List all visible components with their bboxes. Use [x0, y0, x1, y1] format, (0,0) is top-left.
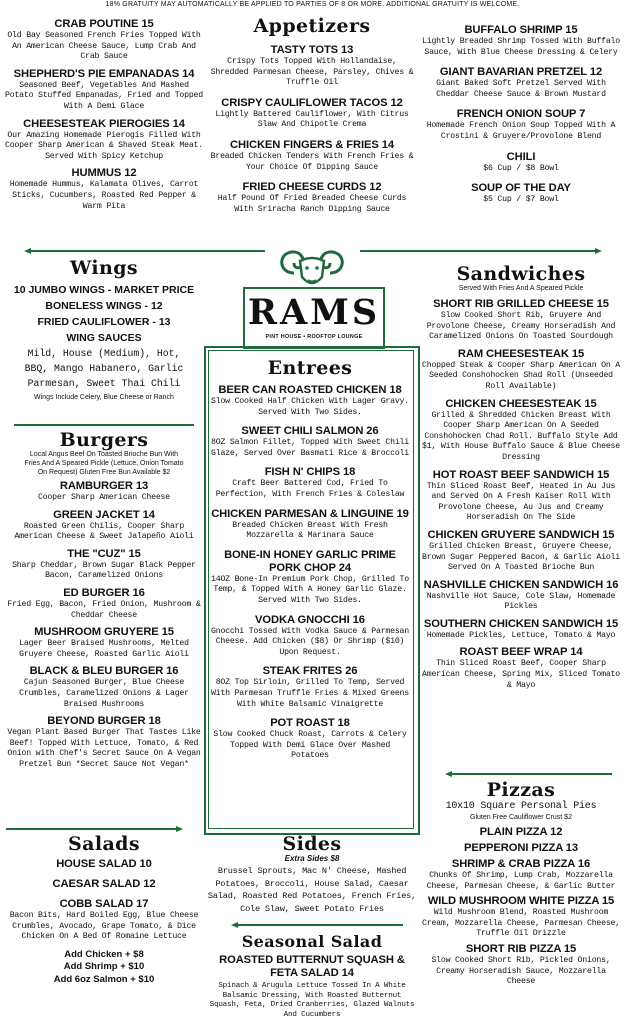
item-desc: Slow Cooked Half Chicken With Lager Gravy. Served With Two Sides. [211, 397, 409, 417]
item-name: FISH N' CHIPS 18 [264, 466, 356, 479]
appetizers-section [206, 16, 418, 220]
item-name: SHORT RIB GRILLED CHEESE 15 [433, 298, 609, 310]
menu-item [206, 139, 418, 173]
menu-item [420, 66, 622, 100]
right-starters [420, 24, 622, 211]
logo-name: RAMS [247, 292, 381, 333]
item-desc: Slow Cooked Short Rib, Gruyere And Provolone Cheese, Creamy Horseradish And Caramelized Onions On Toasted Sourdough [426, 311, 616, 342]
menu-item [4, 509, 204, 543]
entrees-section [210, 358, 410, 767]
menu-item [420, 529, 622, 574]
salads-section [4, 834, 204, 986]
menu-item [206, 181, 418, 215]
menu-item [420, 646, 622, 691]
item-desc: Thin Sliced Roast Beef, Cooper Sharp American Cheese, Spring Mix, Sliced Tomato & Mayo [422, 659, 620, 690]
seasonal-heading: Seasonal Salad [241, 932, 383, 951]
item-desc: Slow Cooked Chuck Roast, Carrots & Celery Topped With Demi Glace Over Mashed Potatoes [213, 730, 407, 761]
divider-left-arrow [24, 248, 31, 254]
item-desc: 14OZ Bone-In Premium Pork Chop, Grilled To Temp, & Topped With A Honey Garlic Glaze. Served With Two Sides. [211, 574, 409, 605]
salads-heading: Salads [68, 833, 140, 855]
gratuity-notice: 18% GRATUITY MAY AUTOMATICALLY BE APPLIED TO PARTIES OF 8 OR MORE. ADDITIONAL GRATUITY IS WELCOME. [105, 1, 520, 8]
sides-sub: Extra Sides $8 [284, 854, 340, 863]
menu-item [210, 665, 410, 710]
menu-item [420, 182, 622, 206]
item-name: CHEESESTEAK PIEROGIES 14 [23, 117, 185, 130]
item-desc: Gnocchi Tossed With Vodka Sauce & Parmesan Cheese. Add Chicken ($8) Or Shrimp ($10) Upon Request. [211, 626, 409, 657]
item-desc: Wild Mushroom Blend, Roasted Mushroom Cream, Mozzarella Cheese, Parmesan Cheese, Truffle Oil Drizzle [422, 908, 620, 939]
menu-item [210, 425, 410, 459]
menu-item [420, 469, 622, 524]
item-name: ROAST BEEF WRAP 14 [459, 646, 583, 659]
wings-line: BONELESS WINGS - 12 [45, 300, 163, 312]
item-name: SHEPHERD'S PIE EMPANADAS 14 [13, 67, 195, 80]
menu-item [420, 298, 622, 343]
menu-item [4, 167, 204, 212]
burgers-section [4, 430, 204, 776]
item-name: BONE-IN HONEY GARLIC PRIME PORK CHOP 24 [224, 548, 396, 574]
menu-item [206, 44, 418, 89]
pizzas-sub: 10x10 Square Personal Pies [445, 801, 597, 812]
menu-item [420, 579, 622, 613]
item-name: CHILI [506, 150, 536, 163]
item-desc: Roasted Green Chilis, Cooper Sharp American Cheese & Sweet Jalapeño Aioli [14, 521, 194, 542]
item-desc: 8OZ Salmon Fillet, Topped With Sweet Chili Glaze, Served Over Basmati Rice & Broccoli [211, 438, 409, 458]
menu-item [210, 466, 410, 500]
seasonal-salad-section [206, 932, 418, 1020]
item-name: HOT ROAST BEEF SANDWICH 15 [432, 468, 610, 481]
salad-add-on: Add 6oz Salmon + $10 [53, 973, 155, 985]
menu-item [4, 858, 204, 871]
menu-item [210, 614, 410, 659]
item-name: CHICKEN CHEESESTEAK 15 [445, 397, 597, 410]
item-desc: Grilled Chicken Breast, Gruyere Cheese, Brown Sugar Peppered Bacon, & Garlic Aioli Served On A Toasted Brioche Bun [422, 541, 620, 573]
burgers-note: Local Angus Beef On Toasted Brioche Bun With Fries And A Speared Pickle (Lettuce, Onion Tomato On Request) Gluten Free Bun Available $2 [24, 451, 184, 476]
item-desc: $5 Cup / $7 Bowl [483, 195, 559, 205]
item-desc: Half Pound Of Fried Breaded Cheese Curds With Sriracha Ranch Dipping Sauce [217, 194, 407, 214]
wing-sauces: Mild, House (Medium), Hot, BBQ, Mango Habanero, Garlic Parmesan, Sweet Thai Chili [24, 348, 184, 389]
menu-item [4, 548, 204, 582]
item-name: STEAK FRITES 26 [262, 665, 358, 678]
sides-section [206, 834, 418, 915]
sandwiches-heading: Sandwiches [456, 263, 586, 285]
wings-heading: Wings [69, 257, 139, 279]
item-desc: 8OZ Top Sirloin, Grilled To Temp, Served With Parmesan Truffle Fries & Mixed Greens With White Balsamic Vinaigrette [211, 678, 409, 709]
menu-item [210, 549, 410, 607]
menu-item [4, 878, 204, 891]
item-desc: $6 Cup / $8 Bowl [483, 163, 559, 173]
item-desc: Homemade French Onion Soup Topped With A Crostini & Gruyere/Provolone Blend [426, 121, 616, 141]
menu-item [4, 118, 204, 163]
wings-section [4, 258, 204, 402]
item-name: WILD MUSHROOM WHITE PIZZA 15 [427, 895, 615, 908]
item-name: GREEN JACKET 14 [53, 508, 155, 521]
item-name: PLAIN PIZZA 12 [479, 826, 563, 838]
menu-item [420, 108, 622, 142]
sides-list: Brussel Sprouts, Mac N' Cheese, Mashed Potatoes, Broccoli, House Salad, Caesar Salad, Roasted Red Potatoes, French Fries, Cole Slaw, Sweet Potato Fries [207, 866, 417, 914]
item-desc: Chunks Of Shrimp, Lump Crab, Mozzarella Cheese, Parmesan Cheese, & Garlic Butter [426, 871, 616, 891]
menu-item [4, 480, 204, 504]
item-name: VODKA GNOCCHI 16 [255, 613, 365, 626]
divider-right [360, 250, 595, 252]
item-name: FRIED CHEESE CURDS 12 [242, 181, 382, 194]
item-name: ROASTED BUTTERNUT SQUASH & FETA SALAD 14 [219, 954, 405, 979]
menu-item [420, 842, 622, 855]
menu-item [210, 508, 410, 542]
rams-logo [243, 287, 385, 349]
wings-note: Wings Include Celery, Blue Cheese or Ranch [34, 394, 174, 401]
item-desc: Grilled & Shredded Chicken Breast With Cooper Sharp American On A Seeded Conshohocken Chad Roll. Buffalo Style Add $1, With House Buffalo Sauce & Blue Cheese Dressing [422, 410, 620, 462]
burgers-divider-arrow [176, 826, 183, 832]
logo-tagline: PINT HOUSE • ROOFTOP LOUNGE [265, 334, 363, 340]
appetizers-heading: Appetizers [253, 15, 371, 37]
item-name: BEYOND BURGER 18 [47, 715, 161, 728]
item-desc: Lightly Breaded Shrimp Tossed With Buffalo Sauce, With Blue Cheese Dressing & Celery [422, 37, 620, 57]
item-name: TASTY TOTS 13 [270, 44, 354, 56]
item-name: FRENCH ONION SOUP 7 [456, 108, 586, 121]
item-name: NASHVILLE CHICKEN SANDWICH 16 [423, 578, 619, 591]
item-desc: Bacon Bits, Hard Boiled Egg, Blue Cheese Crumbles, Avocado, Grape Tomato, & Dice Chicken On A Bed Of Romaine Lettuce [9, 911, 199, 942]
item-name: COBB SALAD 17 [59, 898, 149, 910]
item-desc: Lager Beer Braised Mushrooms, Melted Gruyere Cheese, Roasted Garlic Aioli [19, 639, 189, 659]
item-desc: Spinach & Arugula Lettuce Tossed In A White Balsamic Dressing, With Roasted Butternut Squash, Feta, Dried Cranberries, Glazed Walnuts And Cucumbers [209, 982, 415, 1019]
menu-item [4, 898, 204, 943]
sides-divider [238, 924, 403, 926]
left-starters [4, 18, 204, 217]
menu-item [420, 348, 622, 393]
menu-item [210, 717, 410, 762]
item-name: BUFFALO SHRIMP 15 [464, 24, 578, 36]
menu-item [420, 943, 622, 988]
item-name: THE "CUZ" 15 [67, 547, 141, 560]
menu-item [4, 626, 204, 660]
item-desc: Breaded Chicken Tenders With French Fries & Your Choice Of Dipping Sauce [210, 151, 414, 172]
pizzas-section [420, 780, 622, 993]
menu-item [4, 587, 204, 621]
entrees-heading: Entrees [267, 357, 353, 379]
item-name: BLACK & BLEU BURGER 16 [29, 665, 179, 678]
salad-add-on: Add Chicken + $8 [64, 948, 144, 960]
item-desc: Our Amazing Homemade Pierogis Filled With Cooper Sharp American & Shaved Steak Meat. Served With Spicy Ketchup [5, 130, 203, 161]
menu-item [206, 97, 418, 131]
menu-item [4, 665, 204, 710]
item-desc: Cajun Seasoned Burger, Blue Cheese Crumbles, Caramelized Onions & Lager Braised Mushrooms [19, 678, 189, 709]
pizzas-heading: Pizzas [486, 779, 556, 801]
pizzas-note: Gluten Free Cauliflower Crust $2 [470, 814, 572, 821]
item-name: MUSHROOM GRUYERE 15 [34, 626, 174, 639]
item-name: HOUSE SALAD 10 [56, 858, 152, 870]
item-name: BEER CAN ROASTED CHICKEN 18 [218, 384, 402, 396]
item-desc: Giant Baked Soft Pretzel Served With Cheddar Cheese Sauce & Brown Mustard [436, 79, 606, 99]
divider-right-arrow [595, 248, 602, 254]
menu-item [420, 151, 622, 175]
item-desc: Homemade Pickles, Lettuce, Tomato & Mayo [426, 630, 616, 640]
item-desc: Cooper Sharp American Cheese [38, 493, 170, 502]
menu-item [4, 68, 204, 113]
item-name: RAM CHEESESTEAK 15 [457, 347, 585, 360]
item-name: CHICKEN GRUYERE SANDWICH 15 [427, 528, 615, 541]
item-desc: Slow Cooked Short Rib, Pickled Onions, Creamy Horseradish Sauce, Mozzarella Cheese [431, 955, 611, 987]
menu-item [420, 24, 622, 58]
wings-line: 10 JUMBO WINGS - MARKET PRICE [13, 284, 195, 296]
item-name: ED BURGER 16 [63, 586, 145, 599]
menu-item [420, 618, 622, 642]
item-desc: Breaded Chicken Breast With Fresh Mozzarella & Marinara Sauce [232, 520, 388, 541]
item-desc: Craft Beer Battered Cod, Fried To Perfection, With French Fries & Coleslaw [215, 479, 405, 499]
menu-item [4, 715, 204, 770]
item-desc: Crispy Tots Topped With Hollandaise, Shredded Parmesan Cheese, Parsley, Chives & Truffle Oil [210, 57, 414, 88]
menu-item [420, 826, 622, 839]
sides-heading: Sides [282, 833, 342, 855]
burgers-divider [6, 828, 176, 830]
sandwiches-section [420, 264, 622, 696]
item-desc: Lightly Battered Cauliflower, With Citrus Slaw And Chipotle Crema [215, 109, 409, 130]
item-name: POT ROAST 18 [270, 717, 350, 730]
item-name: CRAB POUTINE 15 [54, 18, 154, 30]
burgers-heading: Burgers [59, 429, 149, 451]
sandwiches-divider-arrow [445, 771, 452, 777]
item-desc: Old Bay Seasoned French Fries Topped With An American Cheese Sauce, Lump Crab And Crab Sauce [7, 31, 201, 62]
item-desc: Nashville Hot Sauce, Cole Slaw, Homemade Pickles [426, 591, 616, 612]
item-desc: Seasoned Beef, Vegetables And Mashed Potato Stuffed Empanadas, Fried and Topped With A Demi Glace [5, 80, 203, 111]
item-name: SHRIMP & CRAB PIZZA 16 [451, 858, 591, 870]
ram-head-icon [272, 243, 352, 291]
menu-item [210, 384, 410, 418]
item-name: RAMBURGER 13 [59, 480, 149, 492]
salad-add-on: Add Shrimp + $10 [63, 961, 145, 973]
item-desc: Homemade Hummus, Kalamata Olives, Carrot Sticks, Cucumbers, Roasted Red Pepper & Warm Pita [9, 180, 199, 211]
item-desc: Chopped Steak & Cooper Sharp American On A Seeded Conshohocken Shad Roll (Unseeded Roll Available) [422, 360, 620, 391]
item-name: SOUP OF THE DAY [471, 182, 571, 195]
item-desc: Thin Sliced Roast Beef, Heated in Au Jus and Served On A Fresh Kaiser Roll With Provolone Cheese, Au Jus and Creamy Horseradish On The Side [426, 481, 616, 523]
item-name: PEPPERONI PIZZA 13 [463, 842, 579, 854]
divider-left [30, 250, 265, 252]
wings-line: WING SAUCES [66, 332, 142, 344]
wings-divider [14, 424, 194, 426]
item-desc: Sharp Cheddar, Brown Sugar Black Pepper Bacon, Caramelized Onions [12, 560, 196, 581]
item-desc: Fried Egg, Bacon, Fried Onion, Mushroom & Cheddar Cheese [7, 599, 201, 620]
item-name: GIANT BAVARIAN PRETZEL 12 [439, 66, 603, 79]
menu-item [4, 18, 204, 63]
item-name: CRISPY CAULIFLOWER TACOS 12 [221, 96, 403, 109]
sandwiches-divider [452, 773, 612, 775]
wings-line: FRIED CAULIFLOWER - 13 [37, 316, 171, 328]
menu-item [420, 858, 622, 892]
item-name: SWEET CHILI SALMON 26 [241, 425, 379, 438]
item-name: HUMMUS 12 [71, 167, 137, 180]
item-name: SOUTHERN CHICKEN SANDWICH 15 [423, 617, 619, 630]
item-name: SHORT RIB PIZZA 15 [465, 942, 577, 955]
item-name: CHICKEN FINGERS & FRIES 14 [230, 138, 394, 151]
item-name: CAESAR SALAD 12 [52, 878, 156, 890]
menu-item [420, 398, 622, 464]
sandwiches-note: Served With Fries And A Speared Pickle [458, 285, 584, 292]
item-name: CHICKEN PARMESAN & LINGUINE 19 [211, 507, 409, 520]
menu-item [420, 895, 622, 940]
sides-divider-arrow [231, 922, 238, 928]
item-desc: Vegan Plant Based Burger That Tastes Like Beef! Topped With Lettuce, Tomato, & Red Onion with Chef's Secret Sauce On A Vegan Pretzel Bun *Secret Sauce Not Vegan* [7, 728, 201, 769]
